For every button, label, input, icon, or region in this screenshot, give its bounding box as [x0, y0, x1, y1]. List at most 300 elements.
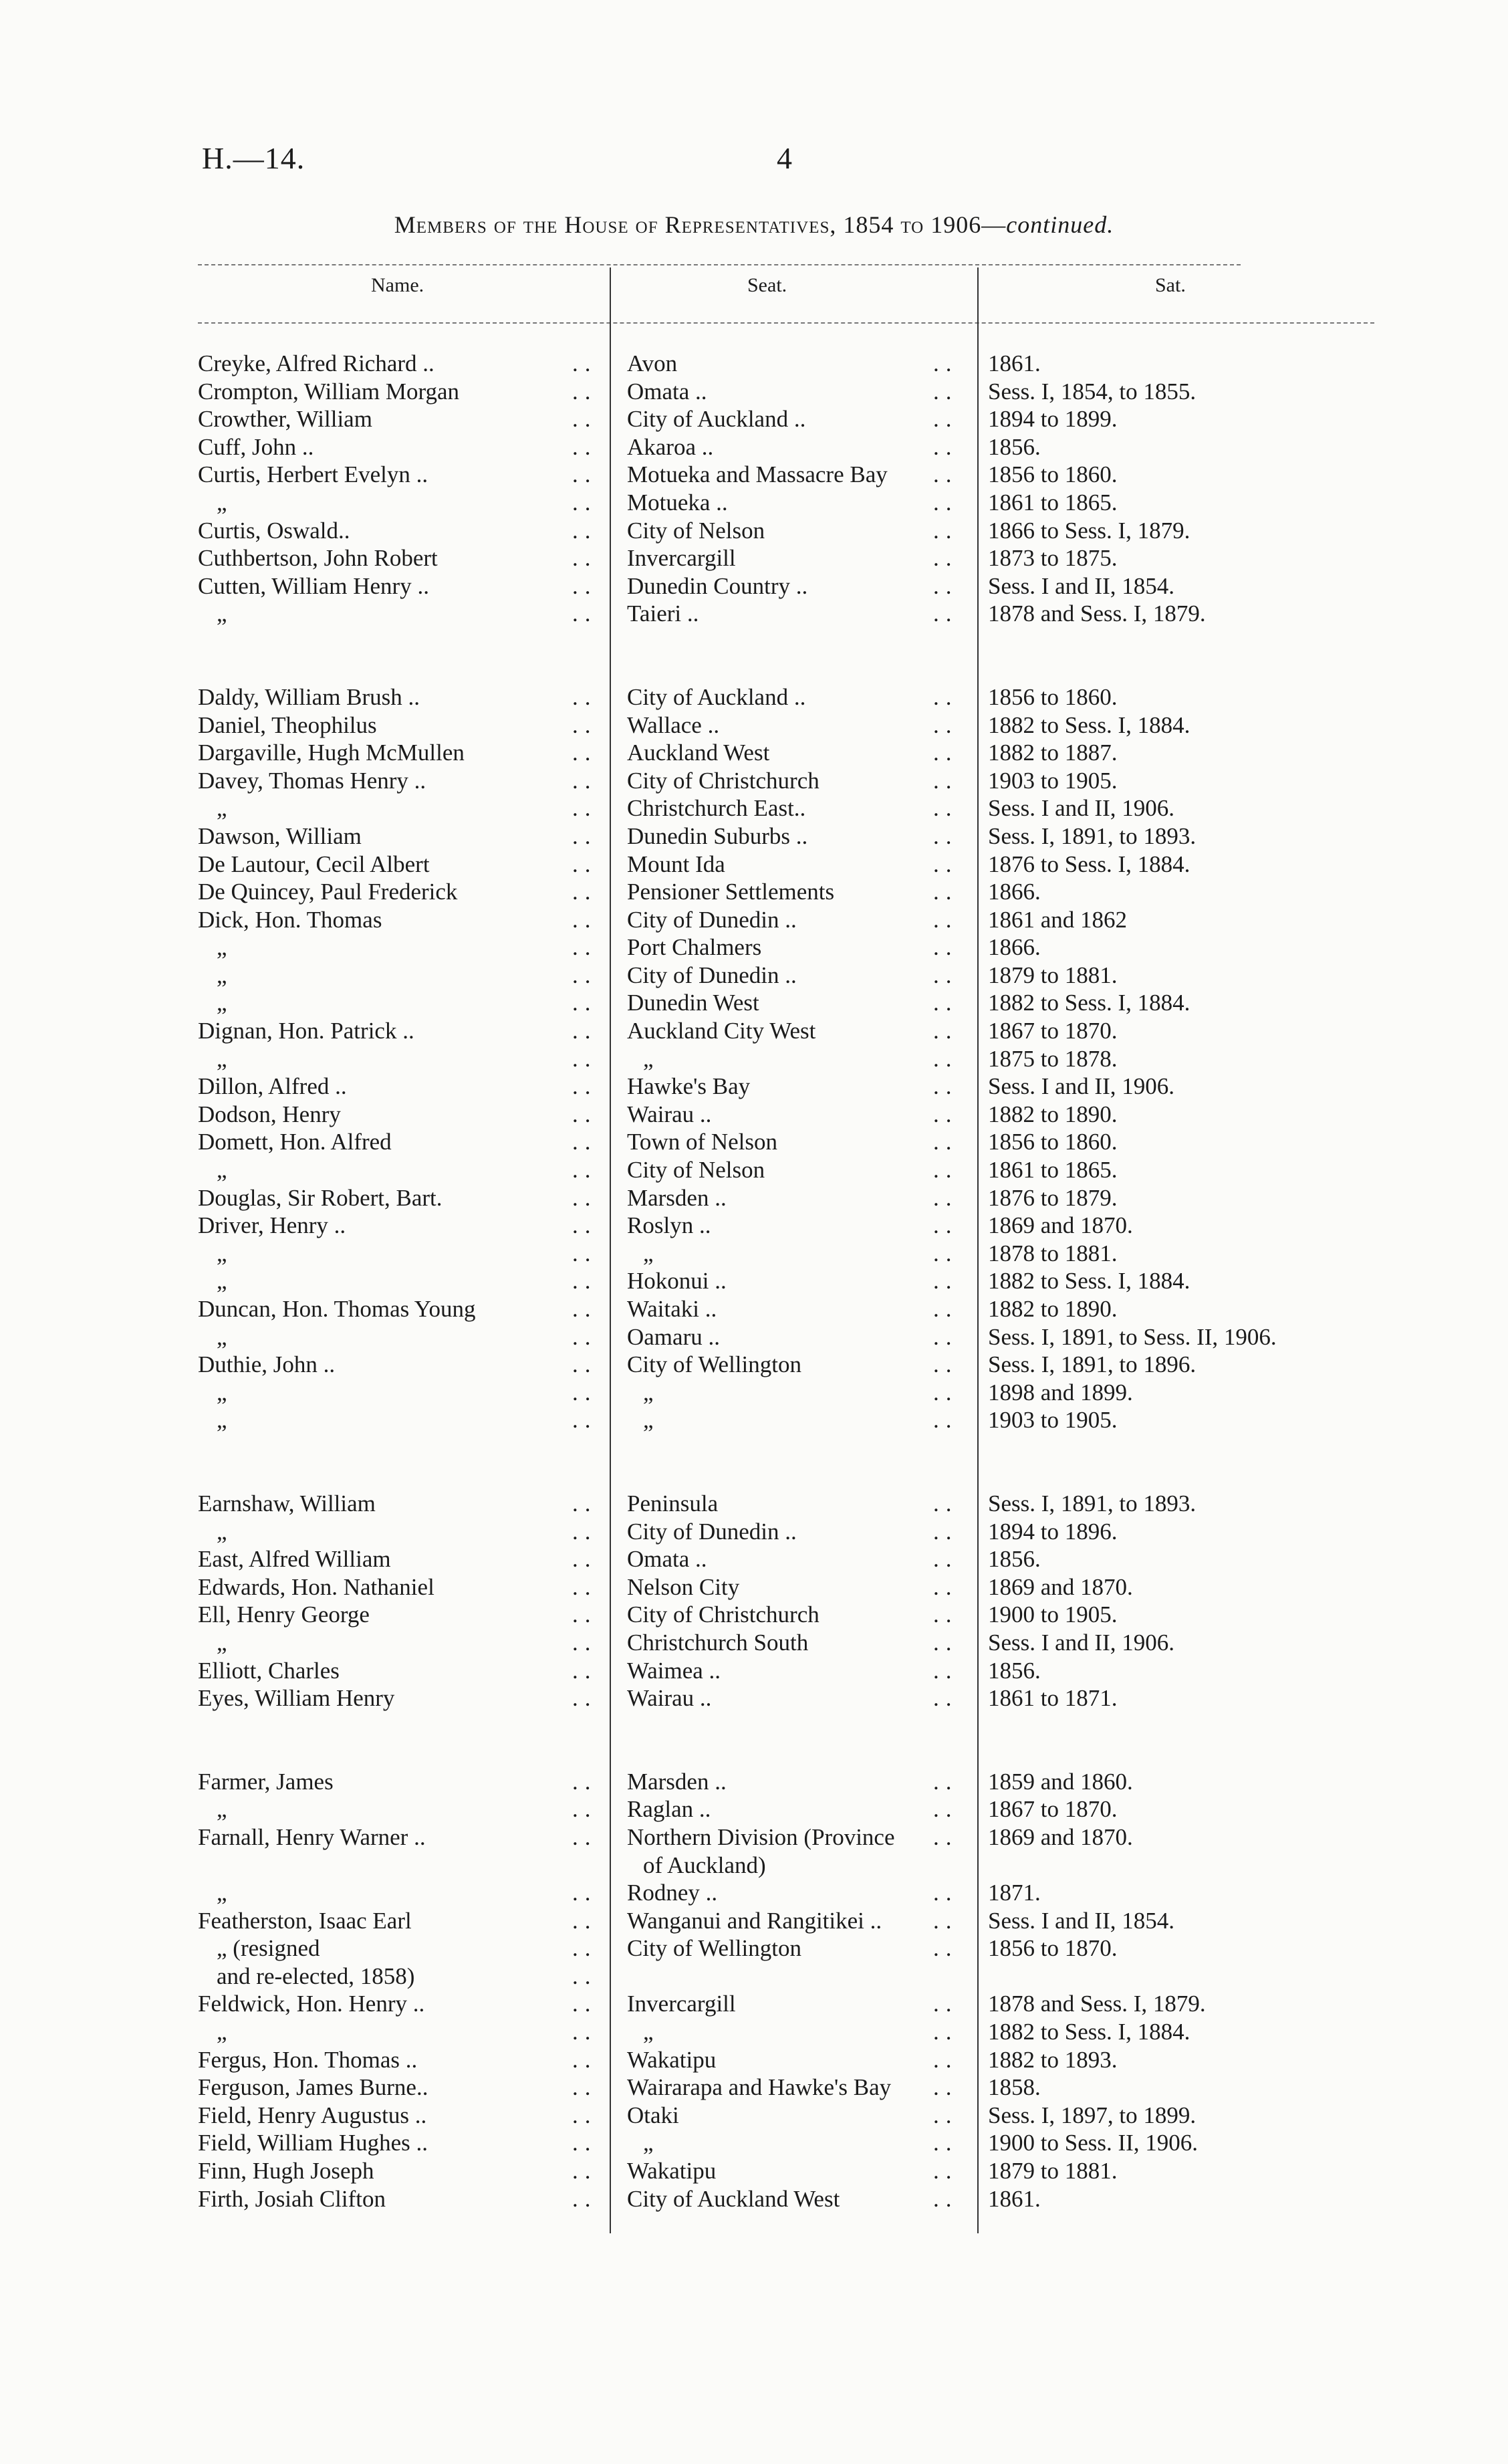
seat-leader-dots: ..: [933, 378, 959, 405]
name-leader-dots: ..: [572, 1963, 598, 1989]
sat-period: 1856 to 1870.: [988, 1935, 1118, 1962]
seat-leader-dots: ..: [933, 1073, 959, 1100]
sat-period: 1894 to 1896.: [988, 1518, 1118, 1545]
member-name: Dawson, William: [198, 822, 362, 849]
table-row: [0, 1351, 1508, 1379]
seat-leader-dots: ..: [933, 1907, 959, 1934]
table-row: [0, 1017, 1508, 1045]
name-leader-dots: ..: [572, 1907, 598, 1934]
table-row: [0, 851, 1508, 879]
seat-name: Invercargill: [627, 545, 736, 572]
sat-period: 1879 to 1881.: [988, 962, 1118, 988]
sat-period: 1856.: [988, 1546, 1041, 1573]
seat-name: „: [643, 1045, 654, 1072]
member-name: De Quincey, Paul Frederick: [198, 879, 458, 905]
member-name: „: [217, 1407, 227, 1434]
member-name: Daniel, Theophilus: [198, 711, 377, 738]
member-name: and re-elected, 1858): [217, 1963, 415, 1989]
seat-leader-dots: ..: [933, 350, 959, 376]
name-leader-dots: ..: [572, 1573, 598, 1600]
member-name: Edwards, Hon. Nathaniel: [198, 1573, 434, 1600]
name-leader-dots: ..: [572, 1018, 598, 1044]
letter-group-f: [0, 1768, 1508, 2213]
name-leader-dots: ..: [572, 906, 598, 933]
seat-name: Auckland West: [627, 740, 770, 766]
seat-name: City of Christchurch: [627, 767, 820, 794]
member-name: Dargaville, Hugh McMullen: [198, 740, 465, 766]
letter-group-d: [0, 683, 1508, 1434]
seat-leader-dots: ..: [933, 1101, 959, 1127]
sat-period: 1866.: [988, 934, 1041, 961]
table-row: [0, 600, 1508, 628]
title-suffix: continued.: [1006, 211, 1114, 238]
name-leader-dots: ..: [572, 350, 598, 376]
seat-name: Hawke's Bay: [627, 1073, 751, 1100]
table-row: [0, 1101, 1508, 1129]
seat-name: Northern Division (Province: [627, 1823, 895, 1850]
member-name: „: [217, 489, 227, 516]
sat-period: 1861 to 1871.: [988, 1685, 1118, 1712]
member-name: Daldy, William Brush ..: [198, 683, 420, 710]
seat-name: City of Dunedin ..: [627, 1518, 797, 1545]
sat-period: 1903 to 1905.: [988, 1407, 1118, 1434]
seat-leader-dots: ..: [933, 1407, 959, 1434]
table-row: [0, 2074, 1508, 2102]
table-row: [0, 378, 1508, 406]
sat-period: 1882 to Sess. I, 1884.: [988, 2019, 1190, 2045]
seat-name: Port Chalmers: [627, 934, 762, 961]
seat-name: City of Wellington: [627, 1935, 801, 1962]
member-name: „ (resigned: [217, 1935, 320, 1962]
member-name: Firth, Josiah Clifton: [198, 2185, 386, 2212]
seat-name: „: [643, 2130, 654, 2156]
seat-leader-dots: ..: [933, 1657, 959, 1684]
seat-name: Wanganui and Rangitikei ..: [627, 1907, 882, 1934]
seat-name: Omata ..: [627, 1546, 707, 1573]
member-name: Farnall, Henry Warner ..: [198, 1823, 426, 1850]
seat-name: „: [643, 2019, 654, 2045]
name-leader-dots: ..: [572, 1991, 598, 2017]
table-row: [0, 1323, 1508, 1351]
name-leader-dots: ..: [572, 1212, 598, 1239]
seat-name: Motueka ..: [627, 489, 728, 516]
seat-leader-dots: ..: [933, 1268, 959, 1295]
table-row: [0, 1795, 1508, 1823]
member-name: „: [217, 1379, 227, 1406]
member-name: „: [217, 934, 227, 961]
sat-period: 1866.: [988, 879, 1041, 905]
seat-leader-dots: ..: [933, 2102, 959, 2128]
table-row: [0, 1128, 1508, 1156]
name-leader-dots: ..: [572, 2130, 598, 2156]
seat-leader-dots: ..: [933, 1018, 959, 1044]
seat-name: Rodney ..: [627, 1880, 718, 1906]
member-name: Duncan, Hon. Thomas Young: [198, 1296, 476, 1322]
seat-name: Dunedin Suburbs ..: [627, 822, 808, 849]
seat-name: City of Nelson: [627, 517, 765, 544]
column-header-seat: Seat.: [747, 274, 787, 296]
table-row: [0, 2157, 1508, 2185]
sat-period: Sess. I, 1891, to 1893.: [988, 822, 1197, 849]
name-leader-dots: ..: [572, 1657, 598, 1684]
seat-name: Wakatipu: [627, 2046, 717, 2073]
sat-period: 1869 and 1870.: [988, 1573, 1133, 1600]
name-leader-dots: ..: [572, 461, 598, 488]
table-row: [0, 1156, 1508, 1184]
table-row: [0, 2102, 1508, 2130]
table-row: [0, 489, 1508, 517]
seat-name: City of Nelson: [627, 1157, 765, 1184]
section-gap: [0, 1712, 1508, 1768]
seat-leader-dots: ..: [933, 1240, 959, 1266]
section-gap: [0, 628, 1508, 683]
name-leader-dots: ..: [572, 2046, 598, 2073]
name-leader-dots: ..: [572, 2102, 598, 2128]
seat-leader-dots: ..: [933, 962, 959, 988]
seat-name: Raglan ..: [627, 1796, 711, 1823]
sat-period: 1861.: [988, 350, 1041, 376]
member-name: „: [217, 1268, 227, 1295]
sat-period: 1867 to 1870.: [988, 1796, 1118, 1823]
seat-name: Dunedin West: [627, 990, 759, 1016]
letter-group-c: [0, 350, 1508, 628]
seat-name: Marsden ..: [627, 1184, 727, 1211]
name-leader-dots: ..: [572, 879, 598, 905]
table-row: [0, 461, 1508, 489]
member-name: Earnshaw, William: [198, 1490, 376, 1517]
seat-leader-dots: ..: [933, 1796, 959, 1823]
table-row: [0, 1879, 1508, 1907]
seat-leader-dots: ..: [933, 1935, 959, 1962]
table-row: [0, 1212, 1508, 1240]
seat-name: Auckland City West: [627, 1018, 816, 1044]
name-leader-dots: ..: [572, 433, 598, 460]
sat-period: 1878 and Sess. I, 1879.: [988, 1991, 1206, 2017]
sat-period: 1861 and 1862: [988, 906, 1128, 933]
name-leader-dots: ..: [572, 545, 598, 572]
table-row: [0, 1240, 1508, 1268]
seat-leader-dots: ..: [933, 1573, 959, 1600]
name-leader-dots: ..: [572, 1629, 598, 1656]
page-number: 4: [777, 141, 792, 175]
header-bottom-rule: [198, 322, 1374, 324]
seat-name: City of Auckland West: [627, 2185, 840, 2212]
seat-leader-dots: ..: [933, 906, 959, 933]
member-name: „: [217, 1629, 227, 1656]
sat-period: 1898 and 1899.: [988, 1379, 1133, 1406]
seat-leader-dots: ..: [933, 1351, 959, 1378]
name-leader-dots: ..: [572, 1546, 598, 1573]
table-row: [0, 2129, 1508, 2157]
section-gap: [0, 1434, 1508, 1490]
seat-leader-dots: ..: [933, 1490, 959, 1517]
sat-period: 1875 to 1878.: [988, 1045, 1118, 1072]
seat-leader-dots: ..: [933, 1157, 959, 1184]
seat-name: City of Wellington: [627, 1351, 801, 1378]
member-name: Crompton, William Morgan: [198, 378, 460, 405]
table-row: [0, 906, 1508, 934]
seat-leader-dots: ..: [933, 2185, 959, 2212]
seat-name: Marsden ..: [627, 1768, 727, 1795]
table-row: [0, 933, 1508, 962]
name-leader-dots: ..: [572, 1240, 598, 1266]
member-name: De Lautour, Cecil Albert: [198, 851, 430, 877]
table-row: [0, 1601, 1508, 1629]
seat-name: Dunedin Country ..: [627, 572, 808, 599]
seat-name: Pensioner Settlements: [627, 879, 835, 905]
seat-leader-dots: ..: [933, 1323, 959, 1350]
table-row: [0, 1934, 1508, 1963]
name-leader-dots: ..: [572, 1101, 598, 1127]
table-row: [0, 1573, 1508, 1601]
member-name: Ferguson, James Burne..: [198, 2074, 428, 2101]
sat-period: Sess. I and II, 1906.: [988, 1629, 1174, 1656]
table-row: [0, 794, 1508, 822]
member-name: Dignan, Hon. Patrick ..: [198, 1018, 414, 1044]
seat-name: Omata ..: [627, 378, 707, 405]
sat-period: 1856 to 1860.: [988, 1129, 1118, 1155]
member-name: „: [217, 600, 227, 627]
sat-period: 1882 to Sess. I, 1884.: [988, 711, 1190, 738]
sat-period: Sess. I and II, 1854.: [988, 572, 1174, 599]
seat-name: Wairau ..: [627, 1685, 712, 1712]
table-row: [0, 767, 1508, 795]
seat-leader-dots: ..: [933, 711, 959, 738]
member-name: Finn, Hugh Joseph: [198, 2158, 374, 2185]
table-row: [0, 1490, 1508, 1518]
table-row: [0, 878, 1508, 906]
member-name: „: [217, 990, 227, 1016]
table-row: [0, 433, 1508, 461]
sat-period: Sess. I, 1891, to 1893.: [988, 1490, 1197, 1517]
seat-name: Akaroa ..: [627, 433, 714, 460]
member-name: „: [217, 962, 227, 988]
name-leader-dots: ..: [572, 822, 598, 849]
seat-leader-dots: ..: [933, 2019, 959, 2045]
sat-period: 1900 to Sess. II, 1906.: [988, 2130, 1199, 2156]
sat-period: Sess. I, 1897, to 1899.: [988, 2102, 1197, 2128]
name-leader-dots: ..: [572, 795, 598, 822]
name-leader-dots: ..: [572, 2074, 598, 2101]
seat-name: City of Dunedin ..: [627, 962, 797, 988]
seat-name: „: [643, 1240, 654, 1266]
sat-period: 1856.: [988, 433, 1041, 460]
seat-leader-dots: ..: [933, 1184, 959, 1211]
members-table: [0, 350, 1508, 2213]
member-name: Domett, Hon. Alfred: [198, 1129, 392, 1155]
seat-leader-dots: ..: [933, 1045, 959, 1072]
member-name: „: [217, 1518, 227, 1545]
sat-period: 1882 to 1890.: [988, 1296, 1118, 1322]
seat-leader-dots: ..: [933, 1601, 959, 1628]
name-leader-dots: ..: [572, 1045, 598, 1072]
seat-name: Motueka and Massacre Bay: [627, 461, 888, 488]
seat-name: Nelson City: [627, 1573, 740, 1600]
name-leader-dots: ..: [572, 1823, 598, 1850]
member-name: Dodson, Henry: [198, 1101, 341, 1127]
name-leader-dots: ..: [572, 1601, 598, 1628]
seat-leader-dots: ..: [933, 489, 959, 516]
sat-period: Sess. I, 1891, to Sess. II, 1906.: [988, 1323, 1277, 1350]
seat-name: Town of Nelson: [627, 1129, 778, 1155]
sat-period: 1882 to 1887.: [988, 740, 1118, 766]
name-leader-dots: ..: [572, 740, 598, 766]
sat-period: 1866 to Sess. I, 1879.: [988, 517, 1190, 544]
sat-period: 1879 to 1881.: [988, 2158, 1118, 2185]
seat-name: Wairarapa and Hawke's Bay: [627, 2074, 892, 2101]
member-name: Driver, Henry ..: [198, 1212, 346, 1239]
seat-leader-dots: ..: [933, 1685, 959, 1712]
table-row: [0, 822, 1508, 851]
sat-period: Sess. I, 1854, to 1855.: [988, 378, 1197, 405]
name-leader-dots: ..: [572, 1407, 598, 1434]
seat-name: Avon: [627, 350, 678, 376]
seat-name: of Auckland): [643, 1852, 766, 1878]
seat-name: „: [643, 1407, 654, 1434]
header-top-rule: [198, 264, 1241, 265]
member-name: Duthie, John ..: [198, 1351, 336, 1378]
name-leader-dots: ..: [572, 1935, 598, 1962]
table-row: [0, 1907, 1508, 1935]
name-leader-dots: ..: [572, 767, 598, 794]
table-row: [0, 739, 1508, 767]
member-name: Creyke, Alfred Richard ..: [198, 350, 434, 376]
name-leader-dots: ..: [572, 2158, 598, 2185]
seat-name: „: [643, 1379, 654, 1406]
member-name: Dillon, Alfred ..: [198, 1073, 347, 1100]
title-main: Members of the House of Representatives, 1854 to 1906—: [394, 211, 1007, 238]
seat-leader-dots: ..: [933, 2074, 959, 2101]
seat-name: Roslyn ..: [627, 1212, 711, 1239]
name-leader-dots: ..: [572, 1129, 598, 1155]
member-name: Dick, Hon. Thomas: [198, 906, 382, 933]
name-leader-dots: ..: [572, 1518, 598, 1545]
member-name: „: [217, 1796, 227, 1823]
sat-period: 1900 to 1905.: [988, 1601, 1118, 1628]
member-name: „: [217, 1880, 227, 1906]
seat-name: City of Auckland ..: [627, 406, 806, 433]
seat-leader-dots: ..: [933, 1296, 959, 1322]
seat-leader-dots: ..: [933, 406, 959, 433]
name-leader-dots: ..: [572, 1157, 598, 1184]
seat-name: Christchurch East..: [627, 795, 806, 822]
name-leader-dots: ..: [572, 2019, 598, 2045]
seat-leader-dots: ..: [933, 600, 959, 627]
table-row: [0, 1406, 1508, 1434]
table-row: [0, 1295, 1508, 1323]
seat-name: Otaki: [627, 2102, 679, 2128]
sat-period: 1856.: [988, 1657, 1041, 1684]
table-row: [0, 1045, 1508, 1073]
seat-leader-dots: ..: [933, 572, 959, 599]
seat-name: Wallace ..: [627, 711, 720, 738]
seat-leader-dots: ..: [933, 990, 959, 1016]
letter-group-e: [0, 1490, 1508, 1712]
seat-leader-dots: ..: [933, 683, 959, 710]
member-name: Curtis, Herbert Evelyn ..: [198, 461, 428, 488]
sat-period: 1903 to 1905.: [988, 767, 1118, 794]
seat-name: Waitaki ..: [627, 1296, 717, 1322]
seat-leader-dots: ..: [933, 740, 959, 766]
member-name: „: [217, 1240, 227, 1266]
seat-leader-dots: ..: [933, 1880, 959, 1906]
table-row: [0, 1684, 1508, 1712]
name-leader-dots: ..: [572, 1880, 598, 1906]
seat-name: Taieri ..: [627, 600, 699, 627]
table-row: [0, 517, 1508, 545]
member-name: Cuthbertson, John Robert: [198, 545, 438, 572]
seat-leader-dots: ..: [933, 517, 959, 544]
member-name: „: [217, 1157, 227, 1184]
member-name: Douglas, Sir Robert, Bart.: [198, 1184, 443, 1211]
name-leader-dots: ..: [572, 1073, 598, 1100]
sat-period: Sess. I and II, 1906.: [988, 795, 1174, 822]
sat-period: 1876 to Sess. I, 1884.: [988, 851, 1190, 877]
sat-period: 1856 to 1860.: [988, 461, 1118, 488]
seat-name: Waimea ..: [627, 1657, 721, 1684]
name-leader-dots: ..: [572, 1323, 598, 1350]
seat-leader-dots: ..: [933, 767, 959, 794]
member-name: Field, William Hughes ..: [198, 2130, 428, 2156]
seat-name: Oamaru ..: [627, 1323, 720, 1350]
name-leader-dots: ..: [572, 1768, 598, 1795]
sat-period: 1861 to 1865.: [988, 489, 1118, 516]
sat-period: 1859 and 1860.: [988, 1768, 1133, 1795]
member-name: Farmer, James: [198, 1768, 334, 1795]
name-leader-dots: ..: [572, 1490, 598, 1517]
column-header-sat: Sat.: [1155, 274, 1186, 296]
table-row: [0, 683, 1508, 711]
sat-period: 1871.: [988, 1880, 1041, 1906]
table-row: [0, 1267, 1508, 1295]
seat-leader-dots: ..: [933, 2130, 959, 2156]
sat-period: 1876 to 1879.: [988, 1184, 1118, 1211]
name-leader-dots: ..: [572, 1268, 598, 1295]
seat-leader-dots: ..: [933, 1629, 959, 1656]
seat-leader-dots: ..: [933, 2046, 959, 2073]
table-row: [0, 1379, 1508, 1407]
sat-period: 1869 and 1870.: [988, 1212, 1133, 1239]
name-leader-dots: ..: [572, 572, 598, 599]
table-row: [0, 350, 1508, 378]
table-row: [0, 711, 1508, 740]
table-row: [0, 989, 1508, 1017]
sat-period: 1882 to Sess. I, 1884.: [988, 990, 1190, 1016]
sat-period: 1873 to 1875.: [988, 545, 1118, 572]
seat-leader-dots: ..: [933, 934, 959, 961]
seat-name: Invercargill: [627, 1991, 736, 2017]
name-leader-dots: ..: [572, 683, 598, 710]
name-leader-dots: ..: [572, 1796, 598, 1823]
sat-period: 1867 to 1870.: [988, 1018, 1118, 1044]
name-leader-dots: ..: [572, 600, 598, 627]
member-name: Cuff, John ..: [198, 433, 314, 460]
table-row: [0, 1184, 1508, 1212]
sat-period: 1882 to Sess. I, 1884.: [988, 1268, 1190, 1295]
table-row: [0, 1518, 1508, 1546]
name-leader-dots: ..: [572, 1379, 598, 1406]
seat-leader-dots: ..: [933, 545, 959, 572]
name-leader-dots: ..: [572, 2185, 598, 2212]
table-row: [0, 2185, 1508, 2213]
seat-leader-dots: ..: [933, 2158, 959, 2185]
member-name: Fergus, Hon. Thomas ..: [198, 2046, 418, 2073]
seat-leader-dots: ..: [933, 822, 959, 849]
sat-period: 1878 and Sess. I, 1879.: [988, 600, 1206, 627]
document-reference: H.—14.: [202, 141, 305, 175]
sat-period: 1882 to 1893.: [988, 2046, 1118, 2073]
table-row: [0, 544, 1508, 572]
